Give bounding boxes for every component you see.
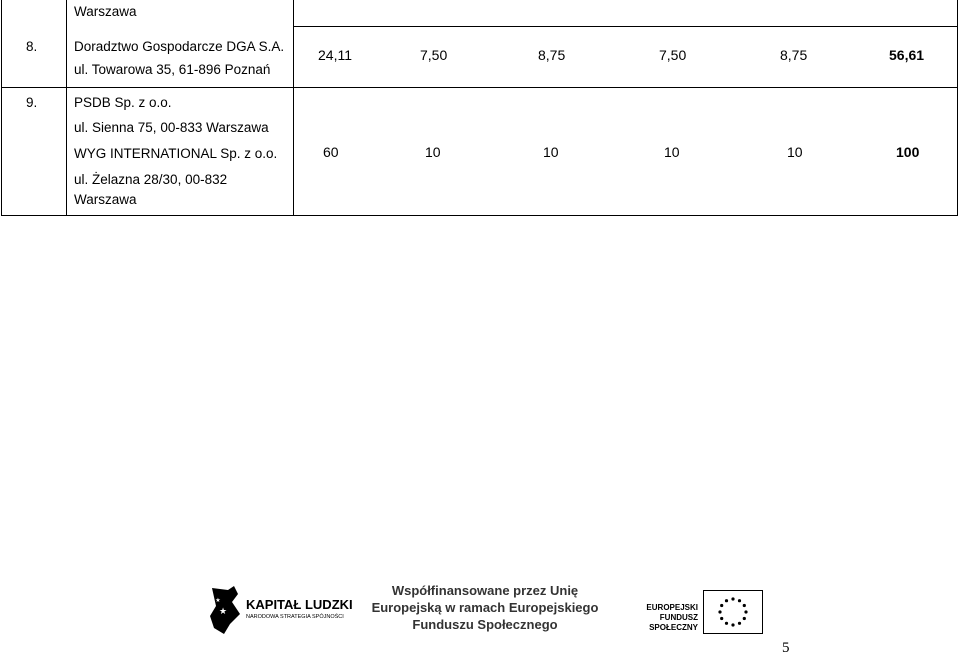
cell-value: 10: [425, 144, 441, 160]
cell-contractor: PSDB Sp. z o.o.: [74, 95, 172, 110]
cell-value: 8,75: [538, 47, 566, 63]
cell-value: 60: [323, 144, 339, 160]
results-table: [1, 0, 958, 216]
eu-star-icon: [725, 622, 728, 625]
eu-flag-icon: [703, 590, 763, 634]
cell-contractor: Warszawa: [74, 4, 137, 19]
kl-subtitle: NARODOWA STRATEGIA SPÓJNOŚCI: [246, 614, 344, 620]
eu-star-icon: [718, 610, 721, 613]
eu-star-icon: [744, 610, 747, 613]
col-divider: [66, 0, 67, 215]
cell-contractor: ul. Żelazna 28/30, 00-832: [74, 172, 228, 187]
eu-star-icon: [738, 622, 741, 625]
page-number: 5: [782, 640, 790, 656]
cell-contractor: ul. Towarowa 35, 61-896 Poznań: [74, 62, 271, 77]
cofinancing-text: [370, 582, 600, 633]
eu-star-icon: [725, 599, 728, 602]
eu-star-icon: [731, 623, 734, 626]
col-divider: [293, 0, 294, 215]
kl-title: KAPITAŁ LUDZKI: [246, 597, 353, 612]
cell-value: 8,75: [780, 47, 808, 63]
efs-line: EUROPEJSKI: [646, 603, 698, 612]
eu-star-icon: [731, 597, 734, 600]
cell-contractor: Doradztwo Gospodarcze DGA S.A.: [74, 39, 285, 54]
cell-value: 10: [787, 144, 803, 160]
cell-contractor: WYG INTERNATIONAL Sp. z o.o.: [74, 146, 278, 161]
cell-lp: 8.: [26, 39, 38, 54]
eu-star-icon: [720, 617, 723, 620]
cell-value: 24,11: [318, 47, 352, 63]
cofin-line: Współfinansowane przez Unię: [391, 583, 579, 598]
cofin-line: Europejską w ramach Europejskiego: [371, 600, 599, 615]
cell-value: 10: [543, 144, 559, 160]
cell-value: 7,50: [420, 47, 448, 63]
row-divider: [293, 26, 957, 27]
eu-funding-footer: [200, 580, 780, 640]
eu-star-icon: [743, 604, 746, 607]
cell-value: 10: [664, 144, 680, 160]
svg-text:★: ★: [218, 606, 228, 616]
efs-line: FUNDUSZ SPOŁECZNY: [649, 613, 698, 632]
cofin-line: Funduszu Społecznego: [412, 617, 558, 632]
efs-text: [614, 603, 698, 633]
cell-lp: 9.: [26, 95, 38, 110]
cell-total: 56,61: [889, 47, 925, 63]
cell-contractor: Warszawa: [74, 192, 137, 207]
cell-value: 7,50: [659, 47, 687, 63]
cell-contractor: ul. Sienna 75, 00-833 Warszawa: [74, 120, 269, 135]
cell-total: 100: [896, 144, 920, 160]
eu-star-icon: [738, 599, 741, 602]
eu-star-icon: [720, 604, 723, 607]
svg-text:★: ★: [215, 598, 221, 604]
eu-star-icon: [743, 617, 746, 620]
row-divider: [2, 87, 957, 88]
